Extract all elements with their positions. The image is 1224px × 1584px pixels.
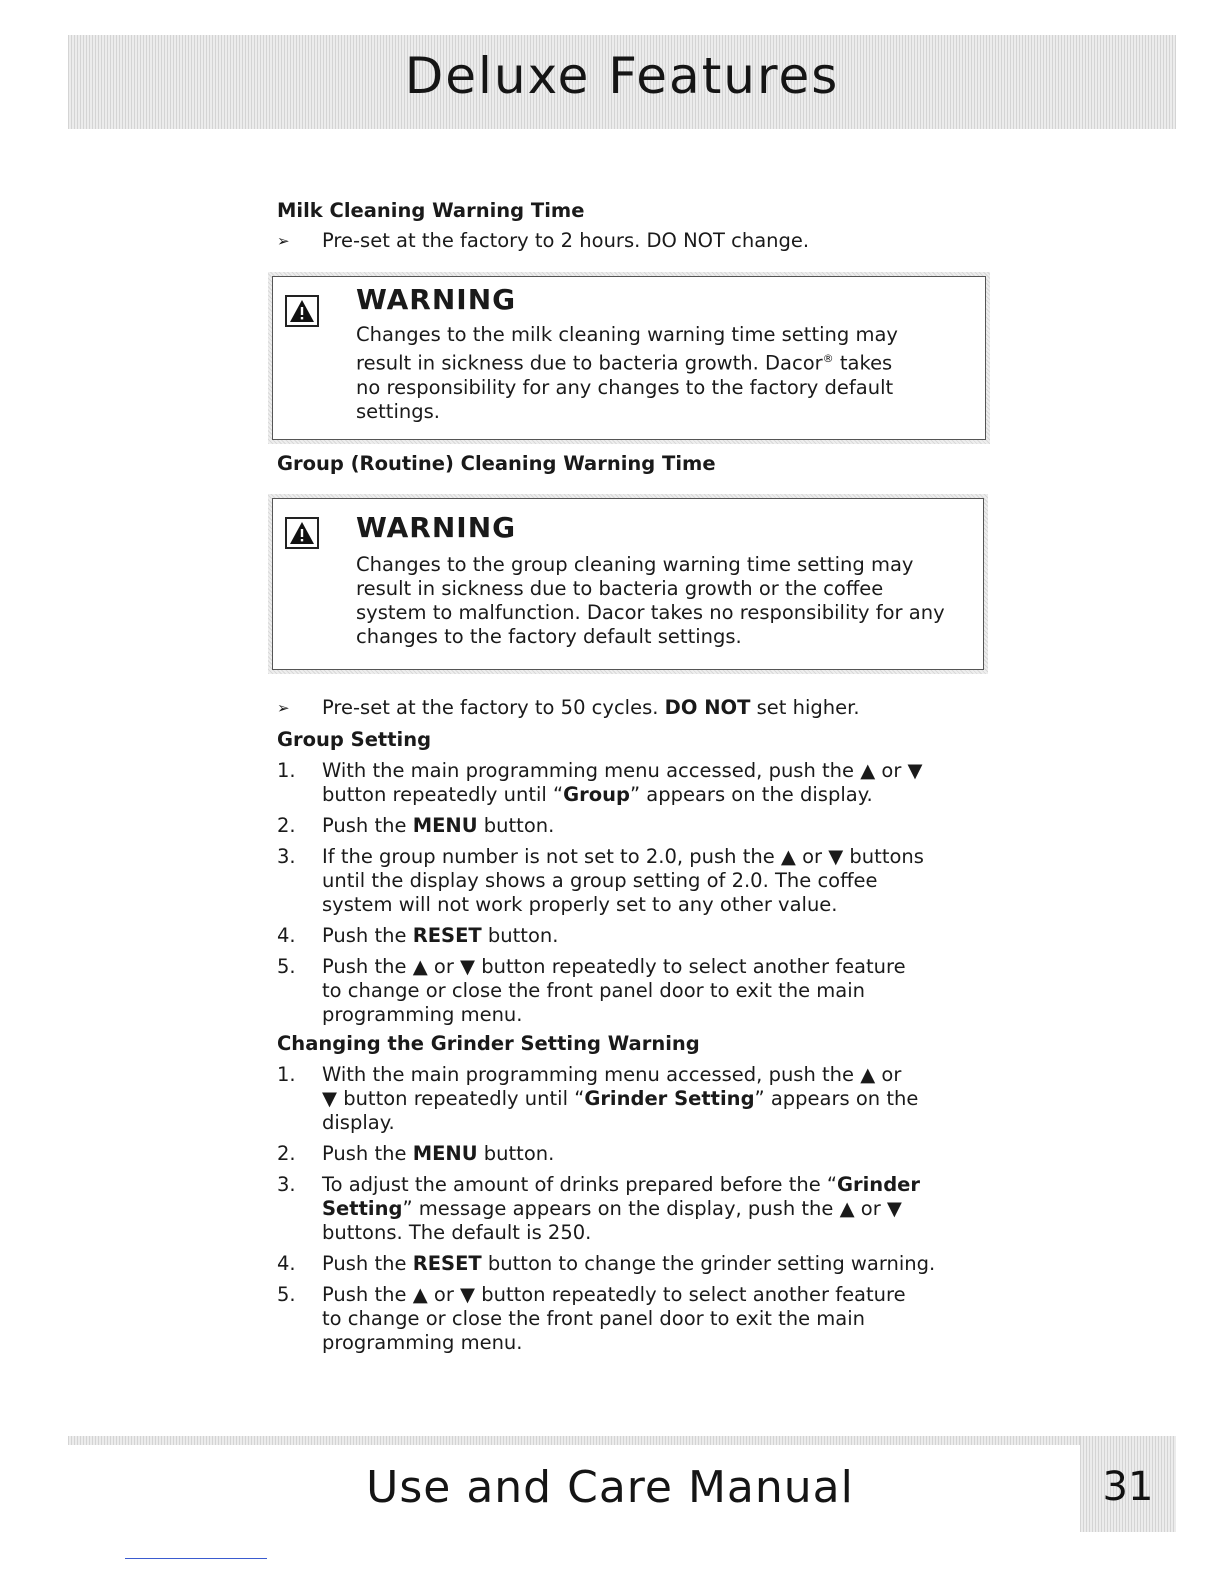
grinder-steps [277,1063,977,1355]
step-line [322,783,977,807]
milk-heading: Milk Cleaning Warning Time [277,199,585,222]
step-bold: Setting [322,1197,403,1220]
list-item [277,1252,977,1276]
bullet-arrow-icon: ➢ [277,232,290,250]
milk-bullet-text: Pre-set at the factory to 2 hours. DO NOT change. [322,229,810,252]
step-number: 3. [277,1173,296,1196]
warning-line: Changes to the milk cleaning warning time setting may [356,323,898,346]
warning-triangle-icon [285,295,319,327]
step-text: ” message appears on the display, push the ▲ or ▼ [402,1197,902,1220]
step-line: to change or close the front panel door to exit the main [322,1307,866,1330]
cycles-bold: DO NOT [664,696,751,719]
step-line: Push the ▲ or ▼ button repeatedly to select another feature [322,1283,906,1306]
page-title: Deluxe Features [404,47,840,105]
step-text: Push the [322,1142,413,1165]
step-number: 2. [277,1142,296,1165]
list-item [277,924,977,948]
settings-section [277,696,977,1362]
list-item [277,1173,977,1245]
step-number: 4. [277,1252,296,1275]
step-line: With the main programming menu accessed, push the ▲ or ▼ [322,759,923,782]
list-item [277,814,977,838]
step-text: Push the [322,924,413,947]
warning-line-part: result in sickness due to bacteria growth. Dacor [356,351,823,375]
warning-box-group [268,494,988,674]
group-setting-steps [277,759,977,1027]
step-text: Push the [322,814,413,837]
step-number: 1. [277,1063,296,1086]
list-item [277,1283,977,1355]
step-line: system will not work properly set to any other value. [322,893,838,916]
step-text: ” appears on the [754,1087,919,1110]
bullet-arrow-icon: ➢ [277,699,290,717]
step-number: 5. [277,1283,296,1306]
header-band [68,35,1176,129]
step-text: button repeatedly until “ [322,783,564,806]
step-line: to change or close the front panel door to exit the main [322,979,866,1002]
step-bold: Grinder [837,1173,920,1196]
list-item [277,845,977,917]
divider [125,1558,267,1559]
cycles-bullet [277,696,977,720]
step-line: With the main programming menu accessed, push the ▲ or [322,1063,902,1086]
step-number: 5. [277,955,296,978]
warning-line: Changes to the group cleaning warning time setting may [356,553,914,576]
cycles-text: Pre-set at the factory to 50 cycles. [322,696,665,719]
step-text: To adjust the amount of drinks prepared before the “ [322,1173,837,1196]
step-text: button. [481,924,559,947]
warning-text [356,553,977,649]
grinder-heading: Changing the Grinder Setting Warning [277,1032,700,1055]
step-text: ” appears on the display. [629,783,873,806]
step-bold: Group [563,783,630,806]
group-setting-heading: Group Setting [277,728,432,751]
step-bold: RESET [412,1252,482,1275]
warning-line: result in sickness due to bacteria growth or the coffee [356,577,884,600]
page-number-box [1080,1436,1176,1532]
warning-line-part: takes [833,351,893,375]
step-text: Push the [322,1252,413,1275]
step-line: programming menu. [322,1331,523,1354]
warning-line: system to malfunction. Dacor takes no responsibility for any [356,601,945,624]
step-line [322,1087,977,1111]
step-number: 1. [277,759,296,782]
registered-mark: ® [822,352,834,365]
warning-box-milk [268,272,990,444]
list-item [277,1063,977,1135]
list-item [277,955,977,1027]
page-number: 31 [1102,1464,1154,1510]
list-item [277,1142,977,1166]
step-bold: MENU [412,814,478,837]
list-item [277,759,977,807]
footer-title: Use and Care Manual [366,1462,854,1513]
step-text: ▼ button repeatedly until “ [322,1087,585,1110]
step-number: 4. [277,924,296,947]
warning-text [356,323,975,424]
warning-title: WARNING [356,511,517,544]
warning-line: no responsibility for any changes to the factory default [356,375,894,399]
step-number: 3. [277,845,296,868]
step-line [322,1173,977,1197]
step-text: button. [477,814,555,837]
milk-section [277,198,977,253]
warning-triangle-icon [285,517,319,549]
step-number: 2. [277,814,296,837]
step-line: until the display shows a group setting of 2.0. The coffee [322,869,878,892]
warning-line [356,347,975,376]
step-bold: Grinder Setting [584,1087,755,1110]
milk-bullet [277,229,977,253]
step-line: If the group number is not set to 2.0, push the ▲ or ▼ buttons [322,845,924,868]
cycles-text: set higher. [750,696,860,719]
warning-line: changes to the factory default settings. [356,625,742,648]
group-routine-section [277,451,977,477]
warning-line: settings. [356,399,440,423]
group-routine-heading: Group (Routine) Cleaning Warning Time [277,452,716,475]
step-bold: MENU [412,1142,478,1165]
footer-rule [68,1436,1084,1445]
step-text: button. [477,1142,555,1165]
warning-title: WARNING [356,283,517,316]
step-line: Push the ▲ or ▼ button repeatedly to select another feature [322,955,906,978]
step-line [322,1197,977,1221]
step-line: programming menu. [322,1003,523,1026]
step-line: display. [322,1111,395,1134]
step-line: buttons. The default is 250. [322,1221,592,1244]
step-bold: RESET [412,924,482,947]
step-text: button to change the grinder setting warning. [481,1252,936,1275]
